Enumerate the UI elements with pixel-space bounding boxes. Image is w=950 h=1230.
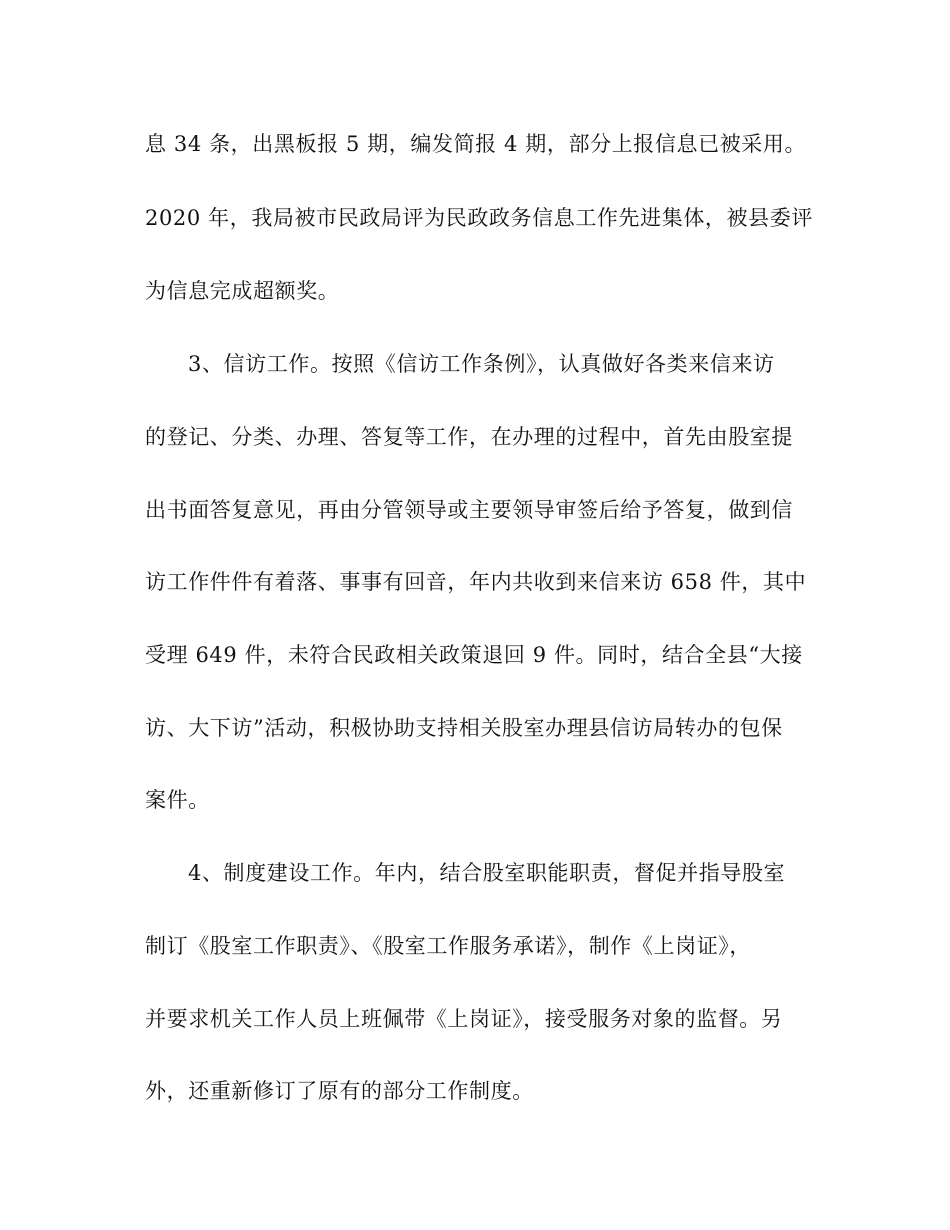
text-line: 受理 649 件，未符合民政相关政策退回 9 件。同时，结合全县“大接 bbox=[145, 643, 803, 667]
text-line: 案件。 bbox=[145, 788, 210, 812]
text-line: 访、大下访”活动，积极协助支持相关股室办理县信访局转办的包保 bbox=[145, 716, 783, 740]
text-line: 访工作件件有着落、事事有回音，年内共收到来信来访 658 件，其中 bbox=[145, 570, 807, 594]
paragraph-4-heading-line: 4、制度建设工作。年内，结合股室职能职责，督促并指导股室 bbox=[188, 861, 786, 885]
text-line: 制订《股室工作职责》、《股室工作服务承诺》，制作《上岗证》， bbox=[145, 934, 751, 958]
paragraph-3-heading-line: 3、信访工作。按照《信访工作条例》，认真做好各类来信来访 bbox=[188, 352, 775, 376]
text-line: 出书面答复意见，再由分管领导或主要领导审签后给予答复，做到信 bbox=[145, 498, 793, 522]
text-line: 外，还重新修订了原有的部分工作制度。 bbox=[145, 1079, 534, 1103]
text-line: 的登记、分类、办理、答复等工作，在办理的过程中，首先由股室提 bbox=[145, 425, 793, 449]
text-line: 息 34 条，出黑板报 5 期，编发简报 4 期，部分上报信息已被采用。 bbox=[145, 132, 807, 156]
text-line: 并要求机关工作人员上班佩带《上岗证》，接受服务对象的监督。另 bbox=[145, 1007, 783, 1031]
text-line: 为信息完成超额奖。 bbox=[145, 279, 340, 303]
text-line: 2020 年，我局被市民政局评为民政政务信息工作先进集体，被县委评 bbox=[145, 206, 813, 230]
